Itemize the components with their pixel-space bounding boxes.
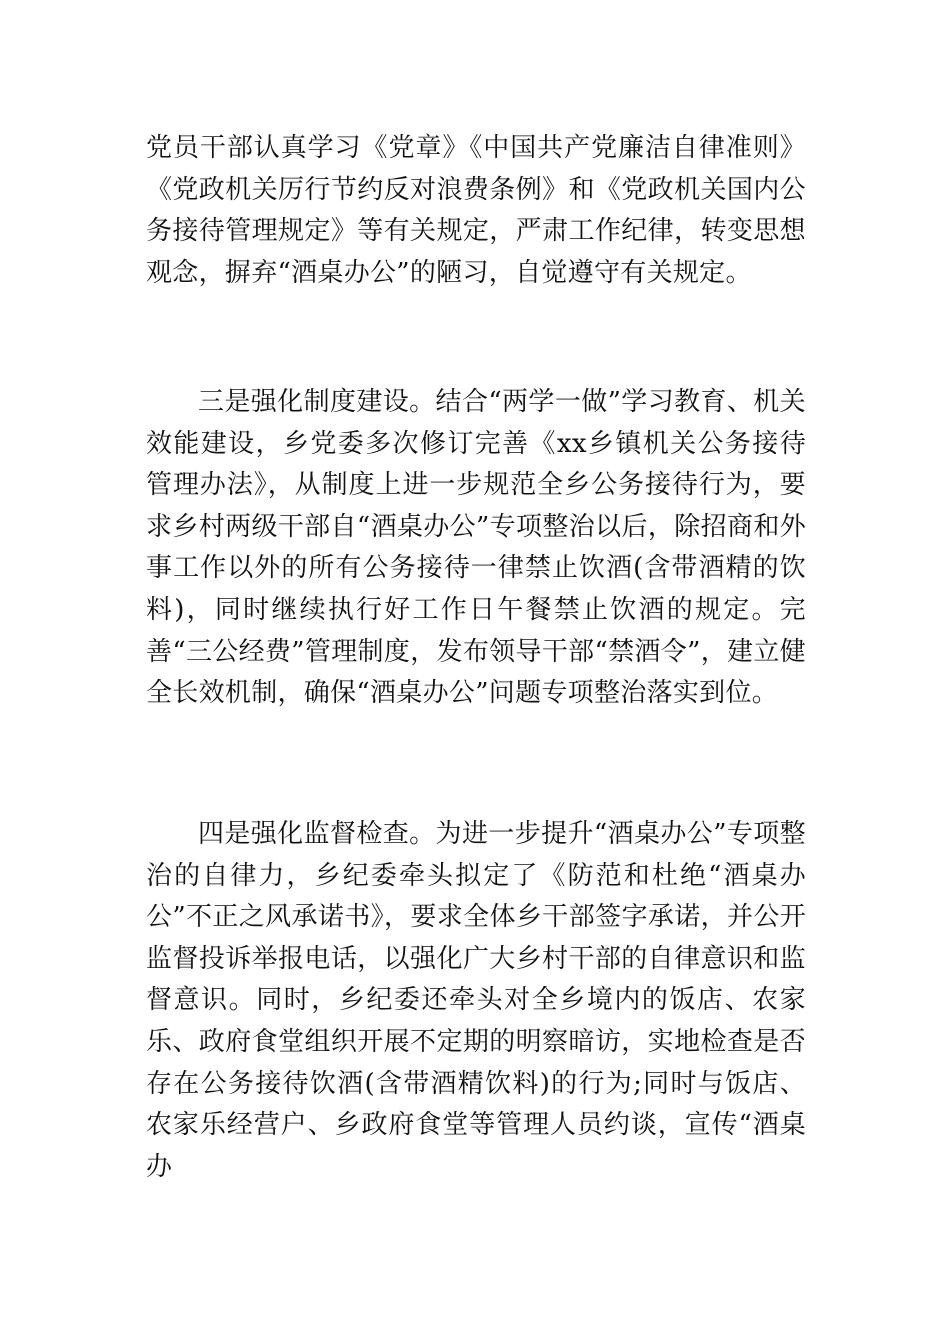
paragraph-supervision-inspection: 四是强化监督检查。为进一步提升“酒桌办公”专项整治的自律力，乡纪委牵头拟定了《防范和杜绝“酒桌办公”不正之风承诺书》，要求全体乡干部签字承诺，并公开监督投诉举报电话，以强化广大乡村干部的自律意识和监督意识。同时，乡纪委还牵头对全乡境内的饭店、农家乐、政府食堂组织开展不定期的明察暗访，实地检查是否存在公务接待饮酒(含带酒精饮料)的行为;同时与饭店、农家乐经营户、乡政府食堂等管理人员约谈，宣传“酒桌办 — [146, 819, 806, 1182]
paragraph-system-building: 三是强化制度建设。结合“两学一做”学习教育、机关效能建设，乡党委多次修订完善《xx乡镇机关公务接待管理办法》，从制度上进一步规范全乡公务接待行为，要求乡村两级干部自“酒桌办公”专项整治以后，除招商和外事工作以外的所有公务接待一律禁止饮酒(含带酒精的饮料)，同时继续执行好工作日午餐禁止饮酒的规定。完善“三公经费”管理制度，发布领导干部“禁酒令”，建立健全长效机制，确保“酒桌办公”问题专项整治落实到位。 — [146, 387, 806, 709]
paragraph-continuation: 党员干部认真学习《党章》《中国共产党廉洁自律准则》《党政机关厉行节约反对浪费条例》和《党政机关国内公务接待管理规定》等有关规定，严肃工作纪律，转变思想观念，摒弃“酒桌办公”的陋习，自觉遵守有关规定。 — [146, 133, 806, 288]
